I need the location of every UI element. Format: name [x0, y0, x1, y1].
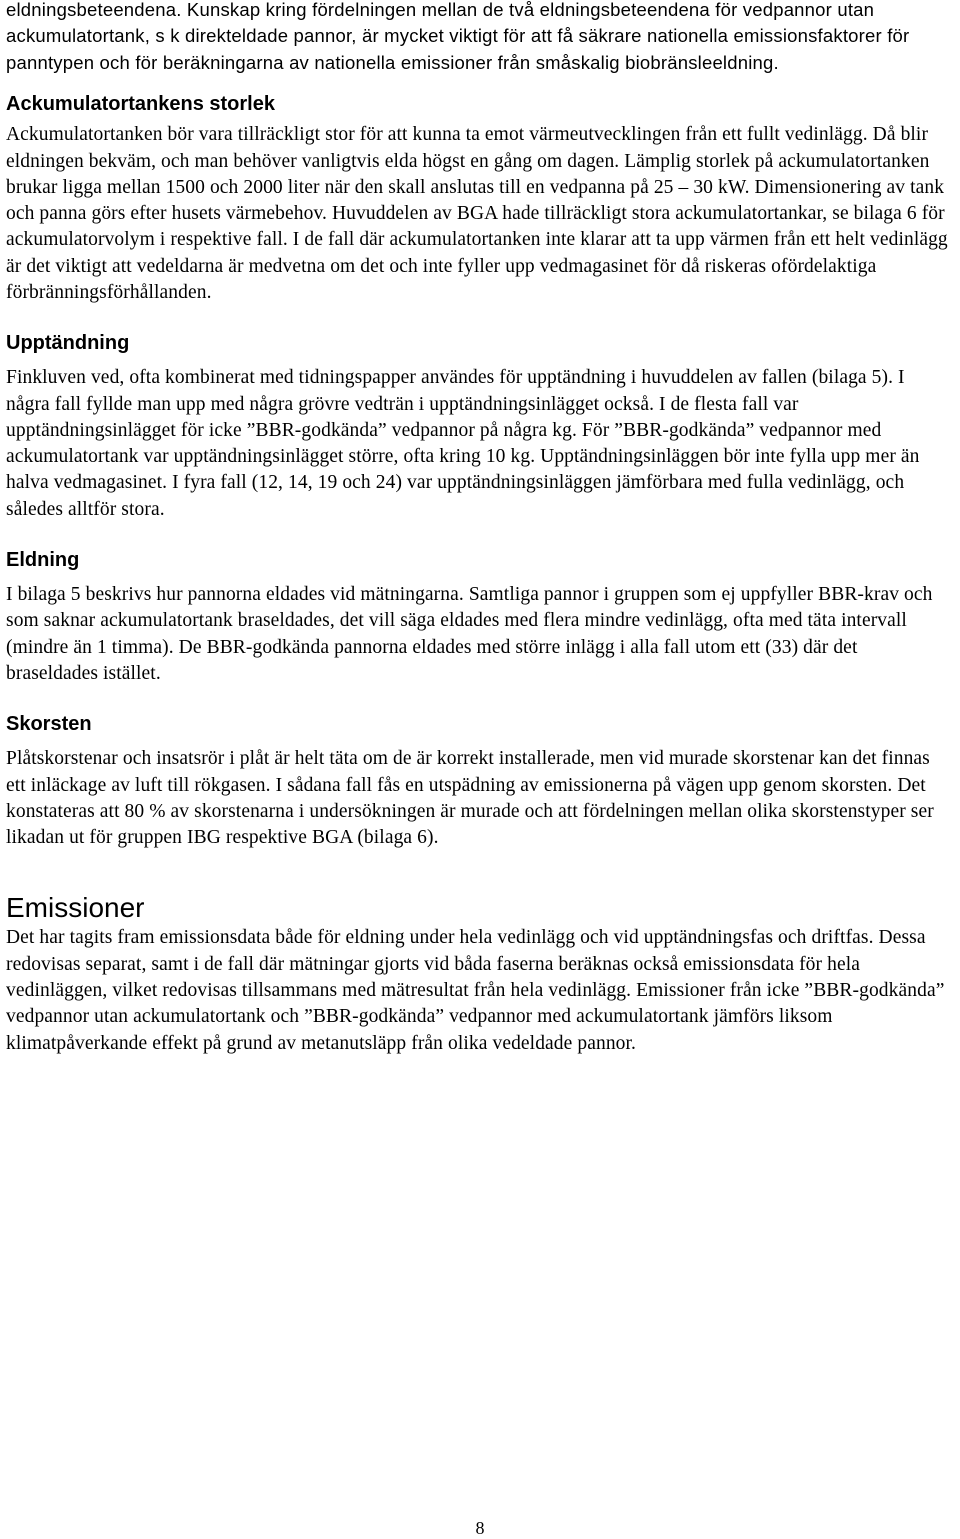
heading-skorsten: Skorsten — [6, 713, 92, 736]
heading-upptandning: Upptändning — [6, 332, 130, 355]
paragraph-upptandning: Finkluven ved, ofta kombinerat med tidningspapper användes för upptändning i huvuddelen av fallen (bilaga 5). I några fall fyllde man upp med några grövre vedträn i upptändningsinlägget också. I de flesta fall var upptändningsinlägget för icke ”BBR-godkända” vedpannor på några kg. För ”BBR-godkända” vedpannor med ackumulatortank var upptändningsinlägget större, ofta kring 10 kg. Upptändningsinläggen bör inte fylla upp mer än halva vedmagasinet. I fyra fall (12, 14, 19 och 24) var upptändningsinläggen jämförbara med fulla vedinlägg, och således alltför stora. — [6, 367, 920, 520]
heading-ackumulatortankens-storlek: Ackumulatortankens storlek — [6, 93, 275, 116]
paragraph-eldning: I bilaga 5 beskrivs hur pannorna eldades vid mätningarna. Samtliga pannor i gruppen som ej uppfyller BBR-krav och som saknar ackumulatortank braseldades, det vill säga eldades med flera mindre vedinlägg, ofta med täta intervall (mindre än 1 timma). De BBR-godkända pannorna eldades med större inlägg i alla fall utom ett (33) där det braseldades istället. — [6, 584, 933, 684]
intro-paragraph: eldningsbeteendena. Kunskap kring fördelningen mellan de två eldningsbeteendena för vedpannor utan ackumulatortank, s k direkteldade pannor, är mycket viktigt för att få säkrare nationella emissionsfaktorer för panntypen och för beräkningarna av nationella emissioner från småskalig biobränsleeldning. — [6, 0, 910, 73]
paragraph-skorsten: Plåtskorstenar och insatsrör i plåt är helt täta om de är korrekt installerade, men vid murade skorstenar kan det finnas ett inläckage av luft till rökgasen. I sådana fall fås en utspädning av emissionerna på vägen upp genom skorsten. Det konstateras att 80 % av skorstenarna i undersökningen är murade och att fördelningen mellan olika skorstenstyper ser likadan ut för gruppen IBG respektive BGA (bilaga 6). — [6, 748, 934, 849]
document-page — [6, 0, 950, 1057]
heading-eldning: Eldning — [6, 549, 80, 572]
paragraph-emissioner: Det har tagits fram emissionsdata både för eldning under hela vedinlägg och vid upptändningsfas och driftfas. Dessa redovisas separat, samt i de fall där mätningar gjorts vid båda faserna beräknas också emissionsdata för hela vedinläggen, vilket redovisas tillsammans med mätresultat från hela vedinlägg. Emissioner från icke ”BBR-godkända” vedpannor utan ackumulatortank och ”BBR-godkända” vedpannor med ackumulatortank jämförs liksom klimatpåverkande effekt på grund av metanutsläpp från olika vedeldade pannor. — [6, 927, 945, 1054]
paragraph-ackumulatortankens-storlek: Ackumulatortanken bör vara tillräckligt stor för att kunna ta emot värmeutvecklingen från ett fullt vedinlägg. Då blir eldningen bekväm, och man behöver vanligtvis elda högst en gång om dagen. Lämplig storlek på ackumulatortanken brukar ligga mellan 1500 och 2000 liter när den skall anslutas till en vedpanna på 25 – 30 kW. Dimensionering av tank och panna görs efter husets värmebehov. Huvuddelen av BGA hade tillräckligt stora ackumulatortankar, se bilaga 6 för ackumulatorvolym i respektive fall. I de fall där ackumulatortanken inte klarar att ta upp värmen från ett helt vedinlägg är det viktigt att vedeldarna är medvetna om det och inte fyller upp vedmagasinet för då riskeras ofördelaktiga förbränningsförhållanden. — [6, 124, 948, 303]
page-number: 8 — [475, 1518, 485, 1538]
heading-emissioner: Emissioner — [6, 892, 145, 924]
